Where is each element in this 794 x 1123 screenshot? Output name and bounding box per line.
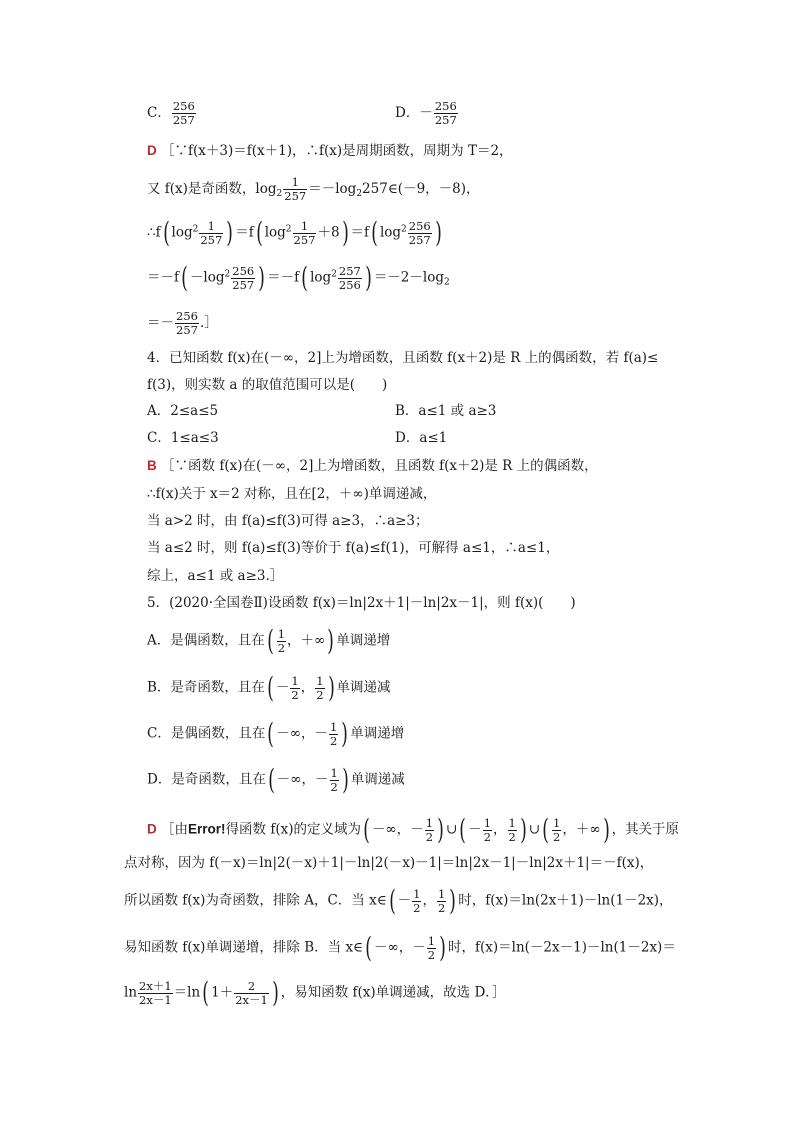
q3-solution-line-1 [147,141,513,161]
q4-solution-line-3: 当 a>2 时，由 f(a)≤f(3)可得 a≥3，∴a≥3； [147,513,429,529]
text: 时，f(x)＝ln(－2x－1)－ln(1－2x)＝ [448,939,676,956]
text: 单调递增 [336,632,391,649]
numerator: 1 [425,815,434,830]
fraction [508,817,517,844]
log-base: 2 [444,277,450,288]
text: C．是偶函数，且在 [147,725,266,742]
paren: ( [255,216,263,249]
paren: ( [267,717,275,750]
paren: ) [342,763,349,796]
denominator: 2 [553,829,561,844]
paren: ( [542,813,549,846]
numerator: 1 [316,673,324,688]
numerator: 1 [199,220,223,234]
text: A．是偶函数，且在 [147,632,265,649]
q4-solution-line-4: 当 a≤2 时，则 f(a)≤f(3)等价于 f(a)≤f(1)，可解得 a≤1，∴a≤1， [147,540,560,556]
fraction [408,220,432,247]
denominator: 2 [330,733,338,748]
numerator: 1 [437,886,446,901]
q5-solution-line-4 [124,933,676,963]
paren: ( [162,216,170,249]
text: ，易知函数 f(x)单调递减，故选 D．］ [280,984,506,1001]
paren: ) [258,261,265,294]
q4-stem-line-2: f(3)，则实数 a 的取值范围可以是( ) [147,377,388,393]
text: ∪ [445,821,458,838]
paren: ( [301,261,308,294]
fraction [437,888,446,915]
denominator: 257 [172,113,195,127]
paren: ( [363,813,370,846]
fraction [412,888,421,915]
log-base: 2 [224,269,231,280]
denominator: 257 [200,232,223,247]
paren: ) [439,931,446,964]
denominator: 256 [338,277,361,292]
text: 单调递增 [350,725,405,742]
q4-option-a: A．2≤a≤5 [147,403,219,419]
denominator: 2 [427,947,436,962]
solution-text: ［∵函数 f(x)在(－∞，2]上为增函数，且函数 f(x＋2)是 R 上的偶函数， [161,458,598,474]
text: log [171,224,193,241]
text: ln [124,984,138,1001]
answer-letter: D [147,143,157,158]
text: － [275,679,290,696]
numerator: 2 [234,980,269,994]
paren: ) [341,717,349,750]
denominator: 257 [176,323,198,337]
denominator: 2 [277,640,286,655]
q5-solution-line-3 [124,886,673,916]
q5-solution-line-2: 点对称，因为 f(－x)＝ln|2(－x)＋1|－ln|2(－x)－1|＝ln|2x－1|－ln|2x＋1|＝－f(x)， [124,855,654,871]
text: 单调递减 [336,679,391,696]
log-base: 2 [192,224,199,235]
paren: ) [327,671,335,704]
paren: ) [602,813,610,846]
paren: ) [437,813,444,846]
denominator: 2 [330,779,338,794]
denominator: 2 [291,687,299,702]
text: ， [493,821,507,838]
paren: ( [181,261,188,294]
text: ，＋∞ [562,821,601,838]
q4-stem-line-1: 4．已知函数 f(x)在(－∞，2]上为增函数，且函数 f(x＋2)是 R 上的偶函数，若 f(a)≤ [147,350,659,366]
q4-solution-line-2: ∴f(x)关于 x＝2 对称，且在[2，＋∞)单调递减， [147,486,437,502]
fraction [329,721,338,748]
fraction [552,817,561,844]
text: D．是奇函数，且在 [147,771,266,788]
fraction [199,220,223,247]
denominator: 257 [232,277,255,292]
paren: ) [341,216,349,249]
text: ，＋∞ [287,632,326,649]
text: 得函数 f(x)的定义域为 [225,821,361,838]
denominator: 2 [425,829,434,844]
fraction [175,310,199,337]
denominator: 2 [413,900,421,915]
q3-solution-line-4 [147,263,450,293]
text: ， [422,892,436,909]
q4-option-b: B．a≤1 或 a≥3 [395,403,497,419]
fraction [315,675,324,702]
text: 时，f(x)＝ln(2x＋1)－ln(1－2x)， [458,892,673,909]
denominator: 2x－1 [139,992,172,1007]
fraction [330,767,339,794]
text: 又 f(x)是奇函数，log [147,181,277,197]
fraction [283,176,307,203]
text: －∞，－ [373,939,426,956]
q5-option-c [147,719,404,749]
numerator: 1 [330,765,338,780]
paren: ) [449,884,457,917]
paren: ( [268,763,275,796]
paren: ) [327,624,335,657]
option-label: D．－ [395,105,433,121]
q3-option-d [395,100,459,127]
text: ，其关于原 [611,821,680,838]
fraction [425,817,434,844]
fraction [138,980,173,1007]
text: ＝－log [308,181,357,197]
numerator: 1 [427,933,436,948]
text: log [264,224,286,241]
fraction [290,675,299,702]
denominator: 2 [508,829,516,844]
numerator: 1 [283,176,307,190]
denominator: 2 [316,687,324,702]
denominator: 257 [293,232,316,247]
log-base: 2 [331,269,337,280]
paren: ( [371,216,378,249]
log-base: 2 [401,224,407,235]
numerator: 2x＋1 [139,978,172,993]
numerator: 256 [408,218,431,233]
text: －∞，－ [276,771,329,788]
numerator: 256 [434,99,457,113]
numerator: 1 [291,673,299,688]
numerator: 256 [176,309,198,323]
q5-stem: 5．(2020·全国卷Ⅱ)设函数 f(x)＝ln|2x＋1|－ln|2x－1|，则 f(x)( ) [147,595,576,611]
text: ＝－f [267,269,300,286]
numerator: 1 [483,815,492,830]
text: － [397,892,412,909]
numerator: 256 [232,263,255,278]
denominator: 2 [483,829,492,844]
q5-solution-line-1 [147,815,679,845]
q4-solution-line-5: 综上，a≤1 或 a≥3.］ [147,568,284,584]
text: － [468,821,482,838]
log-base: 2 [356,189,363,199]
numerator: 1 [293,220,317,234]
paren: ) [434,216,442,249]
denominator: 257 [408,232,431,247]
denominator: 257 [434,113,457,127]
fraction [172,100,196,127]
solution-text: ［∵f(x＋3)＝f(x＋1)，∴f(x)是周期函数，周期为 T＝2， [161,143,513,159]
numerator: 1 [553,815,561,830]
text: .］ [199,315,218,331]
text: ∴f [147,224,161,241]
text: ＝－f [147,269,179,286]
paren: ( [459,813,467,846]
error-text: Error! [188,821,226,837]
q3-solution-line-2 [147,176,480,204]
answer-letter: B [147,458,157,473]
fraction [277,628,286,655]
text: －log [189,269,225,286]
paren: ) [365,261,372,294]
fraction [231,265,255,292]
paren: ( [365,931,372,964]
q4-option-c: C．1≤a≤3 [147,430,219,446]
text: 257∈(－9，－8)， [362,181,480,197]
text: 所以函数 f(x)为奇函数，排除 A，C．当 x∈ [124,892,387,909]
text: ＝f [235,224,254,241]
text: ［由 [161,821,189,838]
log-base: 2 [285,224,292,235]
q3-solution-line-3 [147,218,444,248]
fraction [338,265,362,292]
denominator: 2x－1 [235,992,268,1007]
fraction [293,220,317,247]
text: log [379,224,402,241]
text: －∞，－ [371,821,424,838]
text: ＋8 [317,224,340,241]
paren: ( [267,671,274,704]
q5-option-b [147,673,390,703]
paren: ( [202,976,209,1009]
text: ＝－ [147,315,174,331]
text: 单调递减 [350,771,405,788]
text: ， [300,679,315,696]
numerator: 257 [338,263,361,278]
text: ∪ [528,821,541,838]
q4-option-d: D．a≤1 [395,430,448,446]
q3-option-c [147,100,197,127]
paren: ) [226,216,234,249]
text: ＝－2－log [373,269,444,286]
text: －∞，－ [276,725,329,742]
fraction [234,980,269,1007]
fraction [427,935,436,962]
answer-letter: D [147,821,157,837]
text: ＝ln [173,984,201,1001]
numerator: 256 [172,99,195,113]
q4-solution-line-1 [147,456,598,476]
q5-option-d [147,765,405,795]
text: ＝f [350,224,369,241]
paren: ) [520,813,527,846]
option-label: C． [147,105,171,121]
numerator: 1 [277,626,286,641]
paren: ( [388,884,396,917]
q5-option-a [147,626,390,656]
fraction [483,817,492,844]
fraction [434,100,458,127]
paren: ( [266,624,274,657]
text: 1＋ [211,984,234,1001]
log-base: 2 [276,189,283,199]
text: log [310,269,332,286]
numerator: 1 [330,719,338,734]
denominator: 2 [437,900,446,915]
numerator: 1 [508,815,516,830]
q3-solution-line-5 [147,310,218,337]
text: 易知函数 f(x)单调递增，排除 B．当 x∈ [124,939,364,956]
paren: ) [272,976,279,1009]
denominator: 257 [284,189,307,203]
numerator: 1 [413,886,421,901]
q5-solution-line-5 [124,978,506,1008]
text: B．是奇函数，且在 [147,679,265,696]
